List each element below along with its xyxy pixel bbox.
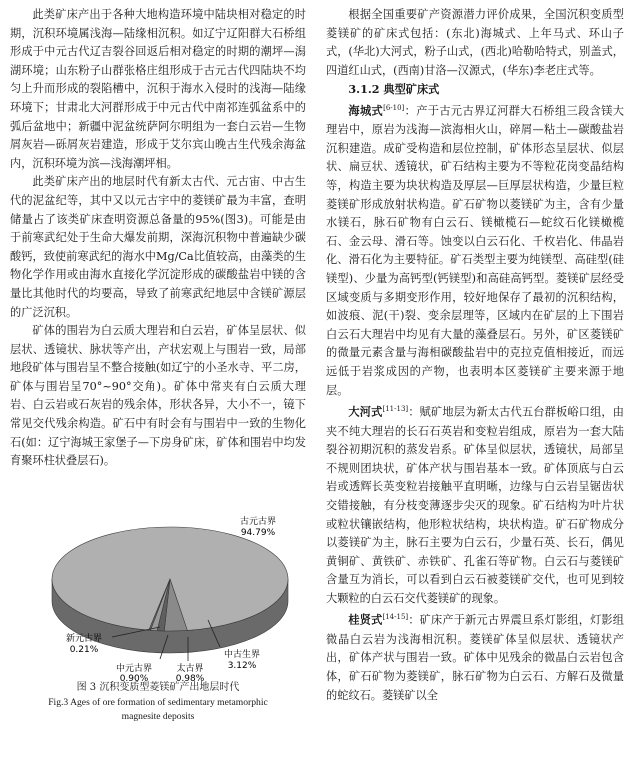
slice-label-archean-name: 太古界 <box>176 663 204 674</box>
paragraph: 矿体的围岩为白云质大理岩和白云岩，矿体呈层状、似层状、透镜状、脉状等产出，产状宏观上与围岩一致，局部地段矿体与围岩呈不整合接触(如辽宁的小圣水寺、平二房，矿体与围岩呈70°~90°交角)。矿体中常夹有白云质大理岩、白云岩或石灰岩的残余体，形状各异，大小不一，镜下常见交代残余构造。矿石中有时会有与围岩中一致的生物化石(如：辽宁海城王家堡子—下房身矿床，矿体和围岩中均发育聚环柱状叠层石)。 <box>10 324 306 468</box>
left-column <box>10 6 306 739</box>
paragraph <box>326 608 624 705</box>
paragraph-body: ：赋矿地层为新太古代五台群板峪口组，由夹不纯大理岩的长石石英岩和变粒岩组成，原岩为一套大陆裂谷初期沉积的蒸发岩系。矿体呈似层状，透镜状，局部呈不规则团块状，矿体产状与围岩基本一致。矿体顶底与白云岩或透辉长英变粒岩接触平直明晰，边缘与白云岩呈锯齿状交错接触，有分枝变薄逐步尖灭的现象。矿石结构为叶片状或粒状镶嵌结构，他形粒状结构，块状构造。矿石矿物成分以菱镁矿为主，脉石主要为白云石，少量石英、长石，偶见黄铜矿、黄铁矿、赤铁矿、孔雀石等矿物。白云石与菱镁矿含量互为消长，可以看到白云石被菱镁矿交代，也可见到较大颗粒的白云石交代菱镁矿的现象。 <box>326 405 624 605</box>
paragraph: 此类矿床产出的地层时代有新太古代、元古宙、中古生代的泥盆纪等，其中又以元古宇中的菱镁矿最为丰富，查明储量占了该类矿床查明资源总备量的95%(图3)。可能是由于前寒武纪处于生命大爆发前期，深海沉积物中普遍缺少碳酸钙，致使前寒武纪的海水中Mg/Ca比值较高，由藻类的生物化学作用或由海水直接化学沉淀形成的碳酸盐岩中镁的含量比其他时代的均要高，导致了前寒武纪地层中含镁矿源层的广泛沉积。 <box>10 175 306 319</box>
paragraph-body: ：矿床产于新元古界震旦系灯影组，灯影组微晶白云岩为浅海相沉积。菱镁矿体呈似层状、透镜状产出，矿体产状与围岩一致。矿体中见残余的微晶白云岩包含体，矿石矿物为菱镁矿，脉石矿物为白云石、方解石及微量的蛇纹石。菱镁矿以全 <box>326 614 624 702</box>
slice-label-neoproterozoic-name: 新元古界 <box>65 633 103 644</box>
citation: [11-13] <box>382 405 409 414</box>
deposit-type-term: 大河式 <box>348 404 383 419</box>
slice-label-archean-pct: 0.98% <box>175 673 205 681</box>
slice-label-neoproterozoic-pct: 0.21% <box>69 644 99 655</box>
citation: [6-10] <box>383 103 405 112</box>
citation: [14-15] <box>382 613 409 622</box>
pie-chart <box>10 477 306 681</box>
slice-label-middle-paleozoic-pct: 3.12% <box>227 660 257 671</box>
paragraph <box>326 99 624 400</box>
slice-label-mesoproterozoic-name: 中元古界 <box>115 663 153 674</box>
deposit-type-term: 海城式 <box>348 103 384 118</box>
deposit-type-term: 桂贤式 <box>348 613 383 628</box>
figure-caption-en-line2: magnesite deposits <box>121 710 195 722</box>
paragraph <box>326 400 624 608</box>
section-heading: 3.1.2 典型矿床式 <box>348 82 440 97</box>
paragraph: 此类矿床产出于各种大地构造环境中陆块相对稳定的时期，沉积环境属浅海—陆缘相沉积。如辽宁辽阳群大石桥组形成于中元古代辽吉裂谷回返后相对稳定的时期的潮坪—潟湖环境；山东粉子山群张格庄组形成于古元古代四陆块不均匀上升而形成的裂陷槽中，沉积于海水入侵时的浅海—陆缘环境下；甘肃北大河群形成于中元古代中南祁连弧盆系中的弧后盆地中；新疆中泥盆统萨阿尔明组为一套白云岩—生物屑灰岩—砾屑灰岩建造，形成于艾尔宾山晚古生代残余海盆内，沉积环境为滨—浅海潮坪相。 <box>10 8 306 170</box>
figure-caption-en <box>10 696 306 724</box>
figure-caption-cn: 图 3 沉积变质型菱镁矿产出地层时代 <box>76 681 240 693</box>
slice-label-paleoproterozoic-name: 古元古界 <box>239 516 277 527</box>
paragraph: 根据全国重要矿产资源潜力评价成果，全国沉积变质型菱镁矿的矿床式包括：(东北)海城式、上年马式、环山子式，(华北)大河式，粉子山式，(西北)哈勒哈特式，别盖式，四道红山式，(西南)甘洛—汉源式，(华东)李老庄式等。 <box>326 8 624 77</box>
slice-label-mesoproterozoic-pct: 0.90% <box>119 673 149 681</box>
figure-3 <box>10 477 306 739</box>
figure-caption-en-line1: Fig.3 Ages of ore formation of sedimentary metamorphic <box>48 696 268 708</box>
slice-label-paleoproterozoic-pct: 94.79% <box>240 527 276 538</box>
right-column <box>326 6 624 705</box>
slice-label-middle-paleozoic-name: 中古生界 <box>223 649 261 660</box>
paragraph-body: ：产于古元古界辽河群大石桥组三段含镁大理岩中，原岩为浅海—滨海相火山，碎屑—粘土—碳酸盐岩沉积建造。成矿受构造和层位控制，矿体形态呈层状、似层状、扁豆状、透镜状，矿石结构主要为不等粒花岗变晶结构等，构造主要为块状构造及厚层—巨厚层状构造，少量巨粒菱镁矿形成放射状构造。矿石矿物以菱镁矿为主，含有少量水镁石，脉石矿物有白云石、镁橄榄石—蛇纹石化镁橄榄石、金云母、滑石等。蚀变以白云石化、千枚岩化、伟晶岩化、滑石化为主要特征。矿石类型主要为纯镁型、高硅型(硅镁型)、少量为高钙型(钙镁型)和高硅高钙型。菱镁矿层经受区域变质与多期变形作用，较好地保存了最初的沉积结构，如波痕、泥(干)裂、变余层理等，区域内在矿层的上下围岩白云石大理岩中均见有大量的藻叠层石。另外，矿区菱镁矿的微量元素含量与海相碳酸盐岩中的克拉克值相接近，而远远低于岩浆成因的产物，也表明本区菱镁矿主要来源于地层。 <box>326 104 624 397</box>
